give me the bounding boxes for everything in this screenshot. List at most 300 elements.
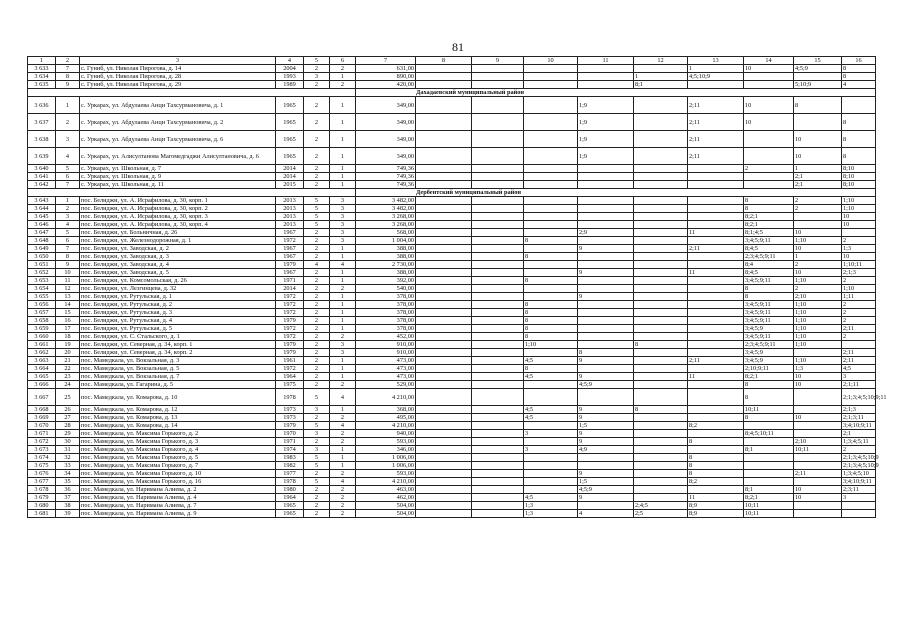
table-cell (794, 221, 842, 229)
table-cell (578, 237, 634, 245)
table-cell (744, 478, 794, 486)
table-cell: пос. Белиджи, ул. Заводская, д. 3 (80, 253, 276, 261)
table-cell (416, 325, 472, 333)
table-cell (472, 81, 524, 89)
table-cell: 2 (330, 470, 356, 478)
table-cell (416, 349, 472, 357)
table-cell: 2 (304, 470, 330, 478)
table-row (28, 478, 876, 486)
table-cell: 2013 (276, 205, 304, 213)
table-cell: 8 (744, 285, 794, 293)
table-cell (472, 510, 524, 518)
table-cell: 5 (304, 213, 330, 221)
table-cell: 1 (330, 454, 356, 462)
table-cell: 1965 (276, 114, 304, 131)
table-cell (416, 285, 472, 293)
table-cell: 1972 (276, 293, 304, 301)
table-cell: 2 (304, 277, 330, 285)
table-cell: 3 661 (28, 341, 56, 349)
table-cell: 3 681 (28, 510, 56, 518)
table-cell: 21 (56, 357, 80, 365)
table-cell: 4;5 (524, 494, 578, 502)
table-cell: 30 (56, 438, 80, 446)
table-row (28, 309, 876, 317)
table-cell: 2 (330, 486, 356, 494)
table-cell (634, 454, 688, 462)
table-cell: 2 (304, 81, 330, 89)
table-cell: 8 (524, 301, 578, 309)
table-cell: 1;10 (794, 357, 842, 365)
table-cell: 4 (330, 422, 356, 430)
table-cell (416, 131, 472, 148)
table-cell (472, 253, 524, 261)
table-cell (634, 333, 688, 341)
table-cell: 9 (56, 261, 80, 269)
table-row (28, 486, 876, 494)
table-cell (688, 309, 744, 317)
table-cell (634, 365, 688, 373)
table-cell (688, 173, 744, 181)
table-cell (472, 173, 524, 181)
table-cell (524, 97, 578, 114)
table-cell: 3 636 (28, 97, 56, 114)
table-cell: с. Уркарах, ул. Школьная, д. 7 (80, 165, 276, 173)
table-cell: 1967 (276, 229, 304, 237)
table-cell: 8;2 (688, 478, 744, 486)
table-row (28, 470, 876, 478)
table-cell: 8;9 (688, 502, 744, 510)
table-cell (634, 373, 688, 381)
table-cell (794, 454, 842, 462)
table-cell (688, 197, 744, 205)
table-cell: 4;5 (524, 357, 578, 365)
table-cell: 3 638 (28, 131, 56, 148)
table-cell: пос. Мамедкала, ул. Вокзальная, д. 7 (80, 373, 276, 381)
table-cell (744, 73, 794, 81)
table-cell: 1979 (276, 261, 304, 269)
table-cell: 3 633 (28, 65, 56, 73)
table-cell: 1;3;4;5;11 (842, 438, 876, 446)
table-cell: 1;11 (842, 293, 876, 301)
table-cell (842, 341, 876, 349)
table-cell: 2 (330, 414, 356, 422)
table-cell: 8 (524, 277, 578, 285)
table-cell (578, 253, 634, 261)
table-cell: 2 (304, 285, 330, 293)
table-cell: 8 (688, 462, 744, 470)
table-cell: 8 (842, 131, 876, 148)
table-cell (472, 245, 524, 253)
table-cell (416, 430, 472, 438)
table-cell: 3 (330, 237, 356, 245)
table-cell (688, 349, 744, 357)
table-cell (524, 205, 578, 213)
table-cell (634, 293, 688, 301)
table-cell (416, 173, 472, 181)
table-cell: 8 (688, 470, 744, 478)
table-cell: 1975 (276, 381, 304, 389)
table-cell: 4 210,00 (356, 422, 416, 430)
table-row (28, 97, 876, 114)
table-cell: 5;10;9 (794, 81, 842, 89)
table-cell: пос. Мамедкала, ул. Нариманa Алиева, д. 7 (80, 502, 276, 510)
table-cell (744, 462, 794, 470)
table-cell: пос. Белиджи, ул. Северная, д. 34, корп. 1 (80, 341, 276, 349)
table-cell: 2;1 (794, 181, 842, 189)
table-cell (578, 285, 634, 293)
table-cell (524, 213, 578, 221)
table-cell: 18 (56, 333, 80, 341)
table-cell: 8 (56, 73, 80, 81)
table-cell: пос. Мамедкала, ул. Нариманa Алиева, д. 9 (80, 510, 276, 518)
table-cell: 1973 (276, 414, 304, 422)
table-cell (472, 462, 524, 470)
table-cell: 3;4;5;9 (744, 357, 794, 365)
table-cell: 2 (744, 165, 794, 173)
table-cell: 8;1 (634, 81, 688, 89)
column-number: 6 (330, 57, 356, 65)
table-cell (416, 462, 472, 470)
table-cell: 1;5 (578, 422, 634, 430)
table-cell (524, 470, 578, 478)
table-cell (472, 470, 524, 478)
table-cell (416, 213, 472, 221)
table-cell: 31 (56, 446, 80, 454)
table-cell (416, 389, 472, 406)
table-cell (688, 325, 744, 333)
table-cell: 3 642 (28, 181, 56, 189)
table-cell: 10 (744, 65, 794, 73)
table-cell: 2;10 (794, 293, 842, 301)
table-cell: пос. Белиджи, ул. Железнодорожная, д. 1 (80, 237, 276, 245)
table-cell: 3 655 (28, 293, 56, 301)
table-cell: 368,00 (356, 406, 416, 414)
table-cell: пос. Мамедкала, ул. Гагарина, д. 5 (80, 381, 276, 389)
table-cell: 2 (330, 381, 356, 389)
table-cell (634, 357, 688, 365)
table-cell: 4;5;10;9 (688, 73, 744, 81)
table-cell: 3 641 (28, 173, 56, 181)
table-cell: 8;2;1 (744, 494, 794, 502)
table-cell (688, 486, 744, 494)
table-cell (472, 114, 524, 131)
column-number: 3 (80, 57, 276, 65)
table-cell: 11 (688, 229, 744, 237)
table-cell: 3 (842, 373, 876, 381)
column-number-row (28, 57, 876, 65)
table-cell: 22 (56, 365, 80, 373)
table-row (28, 261, 876, 269)
table-cell: 3 668 (28, 406, 56, 414)
table-cell (524, 349, 578, 357)
table-cell: 2 (304, 357, 330, 365)
table-cell (634, 181, 688, 189)
table-cell: 1 004,00 (356, 237, 416, 245)
table-cell: 3 663 (28, 357, 56, 365)
table-cell: 3 654 (28, 285, 56, 293)
table-cell: 36 (56, 486, 80, 494)
table-cell: 349,00 (356, 114, 416, 131)
table-cell (472, 478, 524, 486)
table-cell: 16 (56, 317, 80, 325)
table-cell (842, 510, 876, 518)
table-cell (578, 197, 634, 205)
table-cell: 3;4;5;9;11 (744, 237, 794, 245)
table-cell: 1 (330, 462, 356, 470)
table-cell: 1967 (276, 269, 304, 277)
table-cell: 5 (304, 205, 330, 213)
column-number: 10 (524, 57, 578, 65)
table-cell: 2 (330, 502, 356, 510)
table-cell: 10 (842, 213, 876, 221)
table-cell: 8;1;4;5 (744, 229, 794, 237)
table-cell (524, 173, 578, 181)
table-cell: 3 653 (28, 277, 56, 285)
table-cell (634, 229, 688, 237)
table-cell: пос. Мамедкала, ул. Комарова, д. 12 (80, 406, 276, 414)
table-cell: 2014 (276, 173, 304, 181)
table-cell: 3 (330, 349, 356, 357)
table-cell: 1982 (276, 462, 304, 470)
table-cell: пос. Белиджи, ул. Рутульская, д. 4 (80, 317, 276, 325)
table-cell (472, 373, 524, 381)
table-cell: 1965 (276, 502, 304, 510)
table-cell: 10 (794, 131, 842, 148)
table-cell: 2;11 (688, 357, 744, 365)
table-cell: пос. Мамедкала, ул. Максима Горького, д. 3 (80, 438, 276, 446)
table-cell (688, 253, 744, 261)
table-cell: 1972 (276, 309, 304, 317)
table-cell: 504,00 (356, 502, 416, 510)
table-cell: 1 (330, 165, 356, 173)
table-cell (688, 213, 744, 221)
table-cell: 2 (304, 173, 330, 181)
table-cell (472, 229, 524, 237)
table-cell: 2;11 (842, 349, 876, 357)
table-cell: 1 (330, 373, 356, 381)
table-cell: 8 (56, 253, 80, 261)
column-number: 8 (416, 57, 472, 65)
table-cell (578, 221, 634, 229)
table-cell (416, 414, 472, 422)
table-cell: 9 (578, 414, 634, 422)
table-cell (416, 373, 472, 381)
table-cell: 2 (304, 293, 330, 301)
table-cell (524, 454, 578, 462)
table-cell (416, 406, 472, 414)
table-cell: 3;4;5;9 (744, 325, 794, 333)
table-cell: 5 (304, 478, 330, 486)
table-cell (416, 486, 472, 494)
table-cell (794, 462, 842, 470)
table-cell: 2 (304, 309, 330, 317)
table-cell: 2;3;11 (842, 486, 876, 494)
table-cell: 10 (794, 269, 842, 277)
table-cell: 1;3 (524, 502, 578, 510)
table-cell: 2015 (276, 181, 304, 189)
table-cell: 8 (634, 406, 688, 414)
table-cell: 1;9 (578, 97, 634, 114)
table-row (28, 181, 876, 189)
table-cell: 3 637 (28, 114, 56, 131)
table-cell: 1 (330, 97, 356, 114)
table-cell: 2 (304, 414, 330, 422)
table-cell: 5 (304, 197, 330, 205)
table-cell: 2 (842, 277, 876, 285)
column-number: 7 (356, 57, 416, 65)
table-row (28, 381, 876, 389)
table-cell (524, 131, 578, 148)
table-cell: 3 648 (28, 237, 56, 245)
table-cell: пос. Мамедкала, ул. Максима Горького, д. 2 (80, 430, 276, 438)
table-cell: 1983 (276, 454, 304, 462)
table-cell: 8;9 (688, 510, 744, 518)
table-cell (524, 462, 578, 470)
table-row (28, 494, 876, 502)
table-cell: 473,00 (356, 365, 416, 373)
table-cell: 2 (304, 502, 330, 510)
table-cell: 1;3 (524, 510, 578, 518)
table-cell (634, 65, 688, 73)
table-cell: 9 (56, 81, 80, 89)
table-cell: 3 (304, 73, 330, 81)
table-cell: 1;3 (794, 365, 842, 373)
table-cell (416, 381, 472, 389)
table-cell: 2 (304, 253, 330, 261)
table-cell: 749,36 (356, 181, 416, 189)
table-cell: 14 (56, 301, 80, 309)
table-cell: 4;5 (524, 414, 578, 422)
table-cell: 1;10;11 (842, 261, 876, 269)
table-cell: 3;4;5;9;11 (744, 277, 794, 285)
table-cell: 2 (304, 245, 330, 253)
table-cell (472, 454, 524, 462)
table-cell (472, 269, 524, 277)
table-cell (578, 365, 634, 373)
table-cell (472, 221, 524, 229)
table-cell (794, 430, 842, 438)
table-cell: 8 (634, 341, 688, 349)
table-cell: 3 645 (28, 213, 56, 221)
table-cell (524, 197, 578, 205)
table-cell (688, 341, 744, 349)
table-cell: 3 667 (28, 389, 56, 406)
table-cell: 8 (688, 438, 744, 446)
table-cell: 2013 (276, 213, 304, 221)
table-cell: 2 (56, 205, 80, 213)
table-cell (634, 173, 688, 181)
table-cell: 8 (842, 65, 876, 73)
table-cell: 3 (330, 221, 356, 229)
table-cell: 2 (842, 309, 876, 317)
table-row (28, 237, 876, 245)
table-cell: с. Уркарах, ул. Абдулаева Анци Тахсурмановича, д. 6 (80, 131, 276, 148)
table-cell (634, 317, 688, 325)
table-cell: 4 (330, 389, 356, 406)
table-cell: 3 677 (28, 478, 56, 486)
table-cell: 346,00 (356, 446, 416, 454)
table-cell: 2 (330, 510, 356, 518)
table-cell: 3 666 (28, 381, 56, 389)
table-cell: пос. Белиджи, ул. А. Исрафилова, д. 30, корп. 1 (80, 197, 276, 205)
table-cell: 1977 (276, 470, 304, 478)
table-cell (416, 148, 472, 165)
table-row (28, 221, 876, 229)
table-cell (688, 261, 744, 269)
table-cell: 3;4;10;9;11 (842, 422, 876, 430)
table-cell (472, 381, 524, 389)
table-cell: 4 210,00 (356, 478, 416, 486)
table-cell: 1 (330, 269, 356, 277)
table-cell: пос. Белиджи, ул. Лезгинцева, д. 32 (80, 285, 276, 293)
table-cell: пос. Мамедкала, ул. Нариманa Алиева, д. 2 (80, 486, 276, 494)
table-row (28, 285, 876, 293)
table-cell: 3 656 (28, 301, 56, 309)
table-cell: 2;1 (794, 173, 842, 181)
table-cell (524, 165, 578, 173)
table-cell: 7 (56, 245, 80, 253)
table-cell: 2;11 (688, 131, 744, 148)
table-cell (578, 65, 634, 73)
table-cell (634, 221, 688, 229)
table-cell (524, 221, 578, 229)
table-cell: 3;4;5;9 (744, 349, 794, 357)
table-cell: 2;1;3;11 (842, 414, 876, 422)
table-row (28, 438, 876, 446)
table-cell: 3 662 (28, 349, 56, 357)
table-cell: 4;5;9 (578, 486, 634, 494)
table-cell: 495,00 (356, 414, 416, 422)
table-cell (688, 430, 744, 438)
table-cell: 3 646 (28, 221, 56, 229)
table-cell (416, 237, 472, 245)
column-number: 1 (28, 57, 56, 65)
table-cell: 2 (794, 205, 842, 213)
table-cell: 910,00 (356, 341, 416, 349)
table-cell: пос. Белиджи, ул. Комсомольская, д. 26 (80, 277, 276, 285)
table-cell: 1 (330, 446, 356, 454)
table-cell (634, 253, 688, 261)
column-number: 11 (578, 57, 634, 65)
table-cell: 1 (56, 97, 80, 114)
table-cell: 2;11 (842, 357, 876, 365)
table-cell: 8 (524, 333, 578, 341)
table-row (28, 430, 876, 438)
table-cell (688, 365, 744, 373)
table-cell: 3 (330, 205, 356, 213)
table-cell (578, 205, 634, 213)
table-row (28, 205, 876, 213)
table-cell (416, 309, 472, 317)
table-row (28, 373, 876, 381)
column-number: 13 (688, 57, 744, 65)
column-number: 14 (744, 57, 794, 65)
table-cell (472, 389, 524, 406)
table-cell (578, 213, 634, 221)
table-cell: 1;9 (578, 148, 634, 165)
table-cell: 5 (304, 389, 330, 406)
table-cell (472, 317, 524, 325)
table-cell: 5 (56, 165, 80, 173)
table-cell: 1 (330, 357, 356, 365)
table-cell: 1;3;4;5;10 (842, 470, 876, 478)
table-cell: 2;1;3 (842, 269, 876, 277)
table-cell (416, 293, 472, 301)
table-cell (524, 438, 578, 446)
table-cell: 2;11 (794, 470, 842, 478)
column-number: 16 (842, 57, 876, 65)
table-cell (634, 309, 688, 317)
